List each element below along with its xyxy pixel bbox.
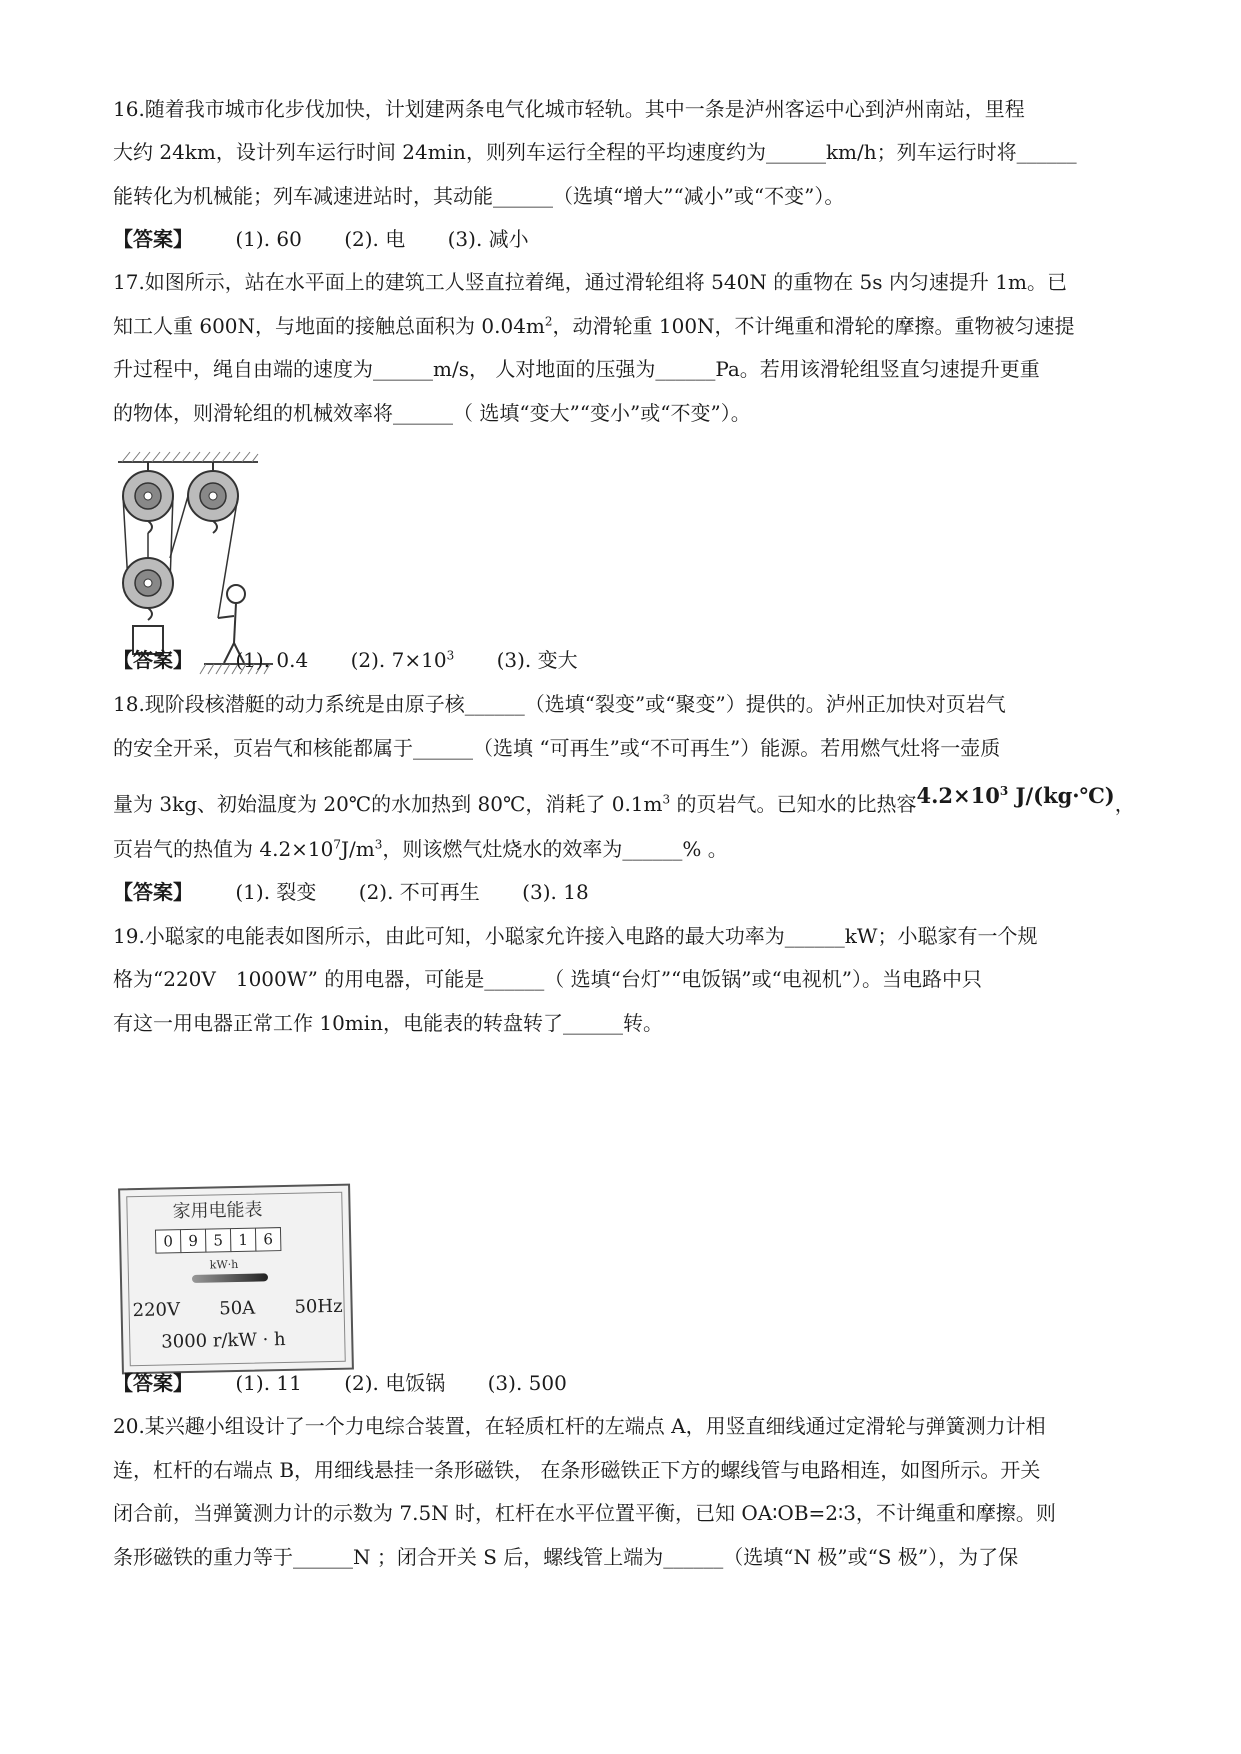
answer-item: (3). 500 [487,1371,567,1395]
answer-item: (3). 减小 [447,227,529,251]
q19-line-1: 19.小聪家的电能表如图所示，由此可知，小聪家允许接入电路的最大功率为______kW；小聪家有一个规 [113,924,1038,948]
answer-tag: 【答案】 [113,880,193,904]
meter-specs [132,1296,342,1321]
q17-answer [113,647,614,673]
q17-line-2a: 知工人重 600N，与地面的接触总面积为 0.04m [113,314,545,338]
q16-answer [113,226,565,252]
answer-item: (2). 电饭锅 [344,1371,446,1395]
q17-line-4: 的物体，则滑轮组的机械效率将______（ 选填“变大”“变小”或“不变”）。 [113,401,751,425]
formula-unit: J/(kg·℃) [1008,783,1115,808]
q20-line-1: 20.某兴趣小组设计了一个力电综合装置，在轻质杠杆的左端点 A，用竖直细线通过定滑轮与弹簧测力计相 [113,1414,1046,1438]
q18-line-2: 的安全开采，页岩气和核能都属于______（选填 “可再生”或“不可再生”）能源。若用燃气灶将一壶质 [113,736,1001,760]
meter-rate: 3000 r/kW · h [161,1328,286,1353]
answer-item [351,647,455,673]
meter-digit: 0 [155,1229,181,1254]
answer-item: (2). 电 [344,227,406,251]
answer-tag: 【答案】 [113,227,193,251]
meter-digit: 6 [255,1227,281,1252]
answer-tag: 【答案】 [113,1371,193,1395]
q18-line-3-end: ， [1114,792,1135,816]
q20-line-4: 条形磁铁的重力等于______N ；闭合开关 S 后，螺线管上端为______（选填“N 极”或“S 极”），为了保 [113,1545,1019,1569]
q16-line-1: 16.随着我市城市化步伐加快，计划建两条电气化城市轻轨。其中一条是泸州客运中心到泸州南站，里程 [113,97,1025,121]
answer-item: (1). 11 [235,1371,302,1395]
answer-tag: 【答案】 [113,648,193,672]
q17-line-3: 升过程中，绳自由端的速度为______m/s， 人对地面的压强为______Pa。若用该滑轮组竖直匀速提升更重 [113,357,1040,381]
q18-line-4a: 页岩气的热值为 4.2×10 [113,837,334,861]
meter-frequency: 50Hz [294,1295,343,1318]
q20-line-2: 连，杠杆的右端点 B，用细线悬挂一条形磁铁， 在条形磁铁正下方的螺线管与电路相连，如图所示。开关 [113,1458,1041,1482]
superscript: 3 [999,784,1009,798]
q18-line-3b: 的页岩气。已知水的比热容 [670,792,917,816]
electricity-meter-figure [118,1184,354,1375]
q20-line-3: 闭合前，当弹簧测力计的示数为 7.5N 时，杠杆在水平位置平衡，已知 OA∶OB=2∶3，不计绳重和摩擦。则 [113,1501,1056,1525]
q17-line-1: 17.如图所示，站在水平面上的建筑工人竖直拉着绳，通过滑轮组将 540N 的重物在 5s 内匀速提升 1m。已 [113,270,1067,294]
q17-line-2 [113,313,1133,339]
superscript: 2 [544,314,553,329]
q18-line-3 [113,783,1135,817]
q19-answer [113,1370,603,1396]
answer-item: (3). 18 [522,880,589,904]
answer-item: (1). 裂变 [235,880,317,904]
q18-line-4 [113,836,1133,862]
q18-answer [113,879,625,905]
meter-voltage: 220V [132,1299,181,1322]
meter-title: 家用电能表 [172,1199,263,1223]
meter-digit: 5 [205,1228,231,1253]
formula-base: 4.2×10 [916,783,1000,808]
superscript: 3 [662,792,671,807]
q19-line-2: 格为“220V 1000W” 的用电器，可能是______（ 选填“台灯”“电饭锅”或“电视机”）。当电路中只 [113,967,982,991]
meter-unit: kW·h [209,1257,239,1272]
superscript: 3 [374,837,383,852]
answer-item: (1). 60 [235,227,302,251]
answer-item: (2). 不可再生 [358,880,480,904]
q16-line-2: 大约 24km，设计列车运行时间 24min，则列车运行全程的平均速度约为______km/h；列车运行时将______ [113,140,1077,164]
q19-line-3: 有这一用电器正常工作 10min，电能表的转盘转了______转。 [113,1011,664,1035]
answer-item-base: (2). 7×10 [350,648,447,672]
superscript: 3 [446,648,455,663]
q18-line-4b: J/m [341,837,375,861]
meter-digit: 1 [230,1228,256,1253]
meter-current: 50A [219,1297,256,1320]
meter-digit: 9 [180,1229,206,1254]
answer-item: (1). 0.4 [235,648,309,672]
q18-line-1: 18.现阶段核潜艇的动力系统是由原子核______（选填“裂变”或“聚变”）提供的。泸州正加快对页岩气 [113,692,1006,716]
superscript: 7 [333,837,342,852]
q18-line-3a: 量为 3kg、初始温度为 20℃的水加热到 80℃，消耗了 0.1m [113,792,663,816]
specific-heat-formula [917,783,1115,808]
arrow-icon [192,1273,268,1283]
answer-item: (3). 变大 [496,648,578,672]
q17-line-2b: ，动滑轮重 100N，不计绳重和滑轮的摩擦。重物被匀速提 [552,314,1075,338]
q18-line-4c: ，则该燃气灶烧水的效率为______% 。 [382,837,728,861]
q16-line-3: 能转化为机械能；列车减速进站时，其动能______（选填“增大”“减小”或“不变”）。 [113,184,845,208]
meter-digits [155,1227,280,1254]
